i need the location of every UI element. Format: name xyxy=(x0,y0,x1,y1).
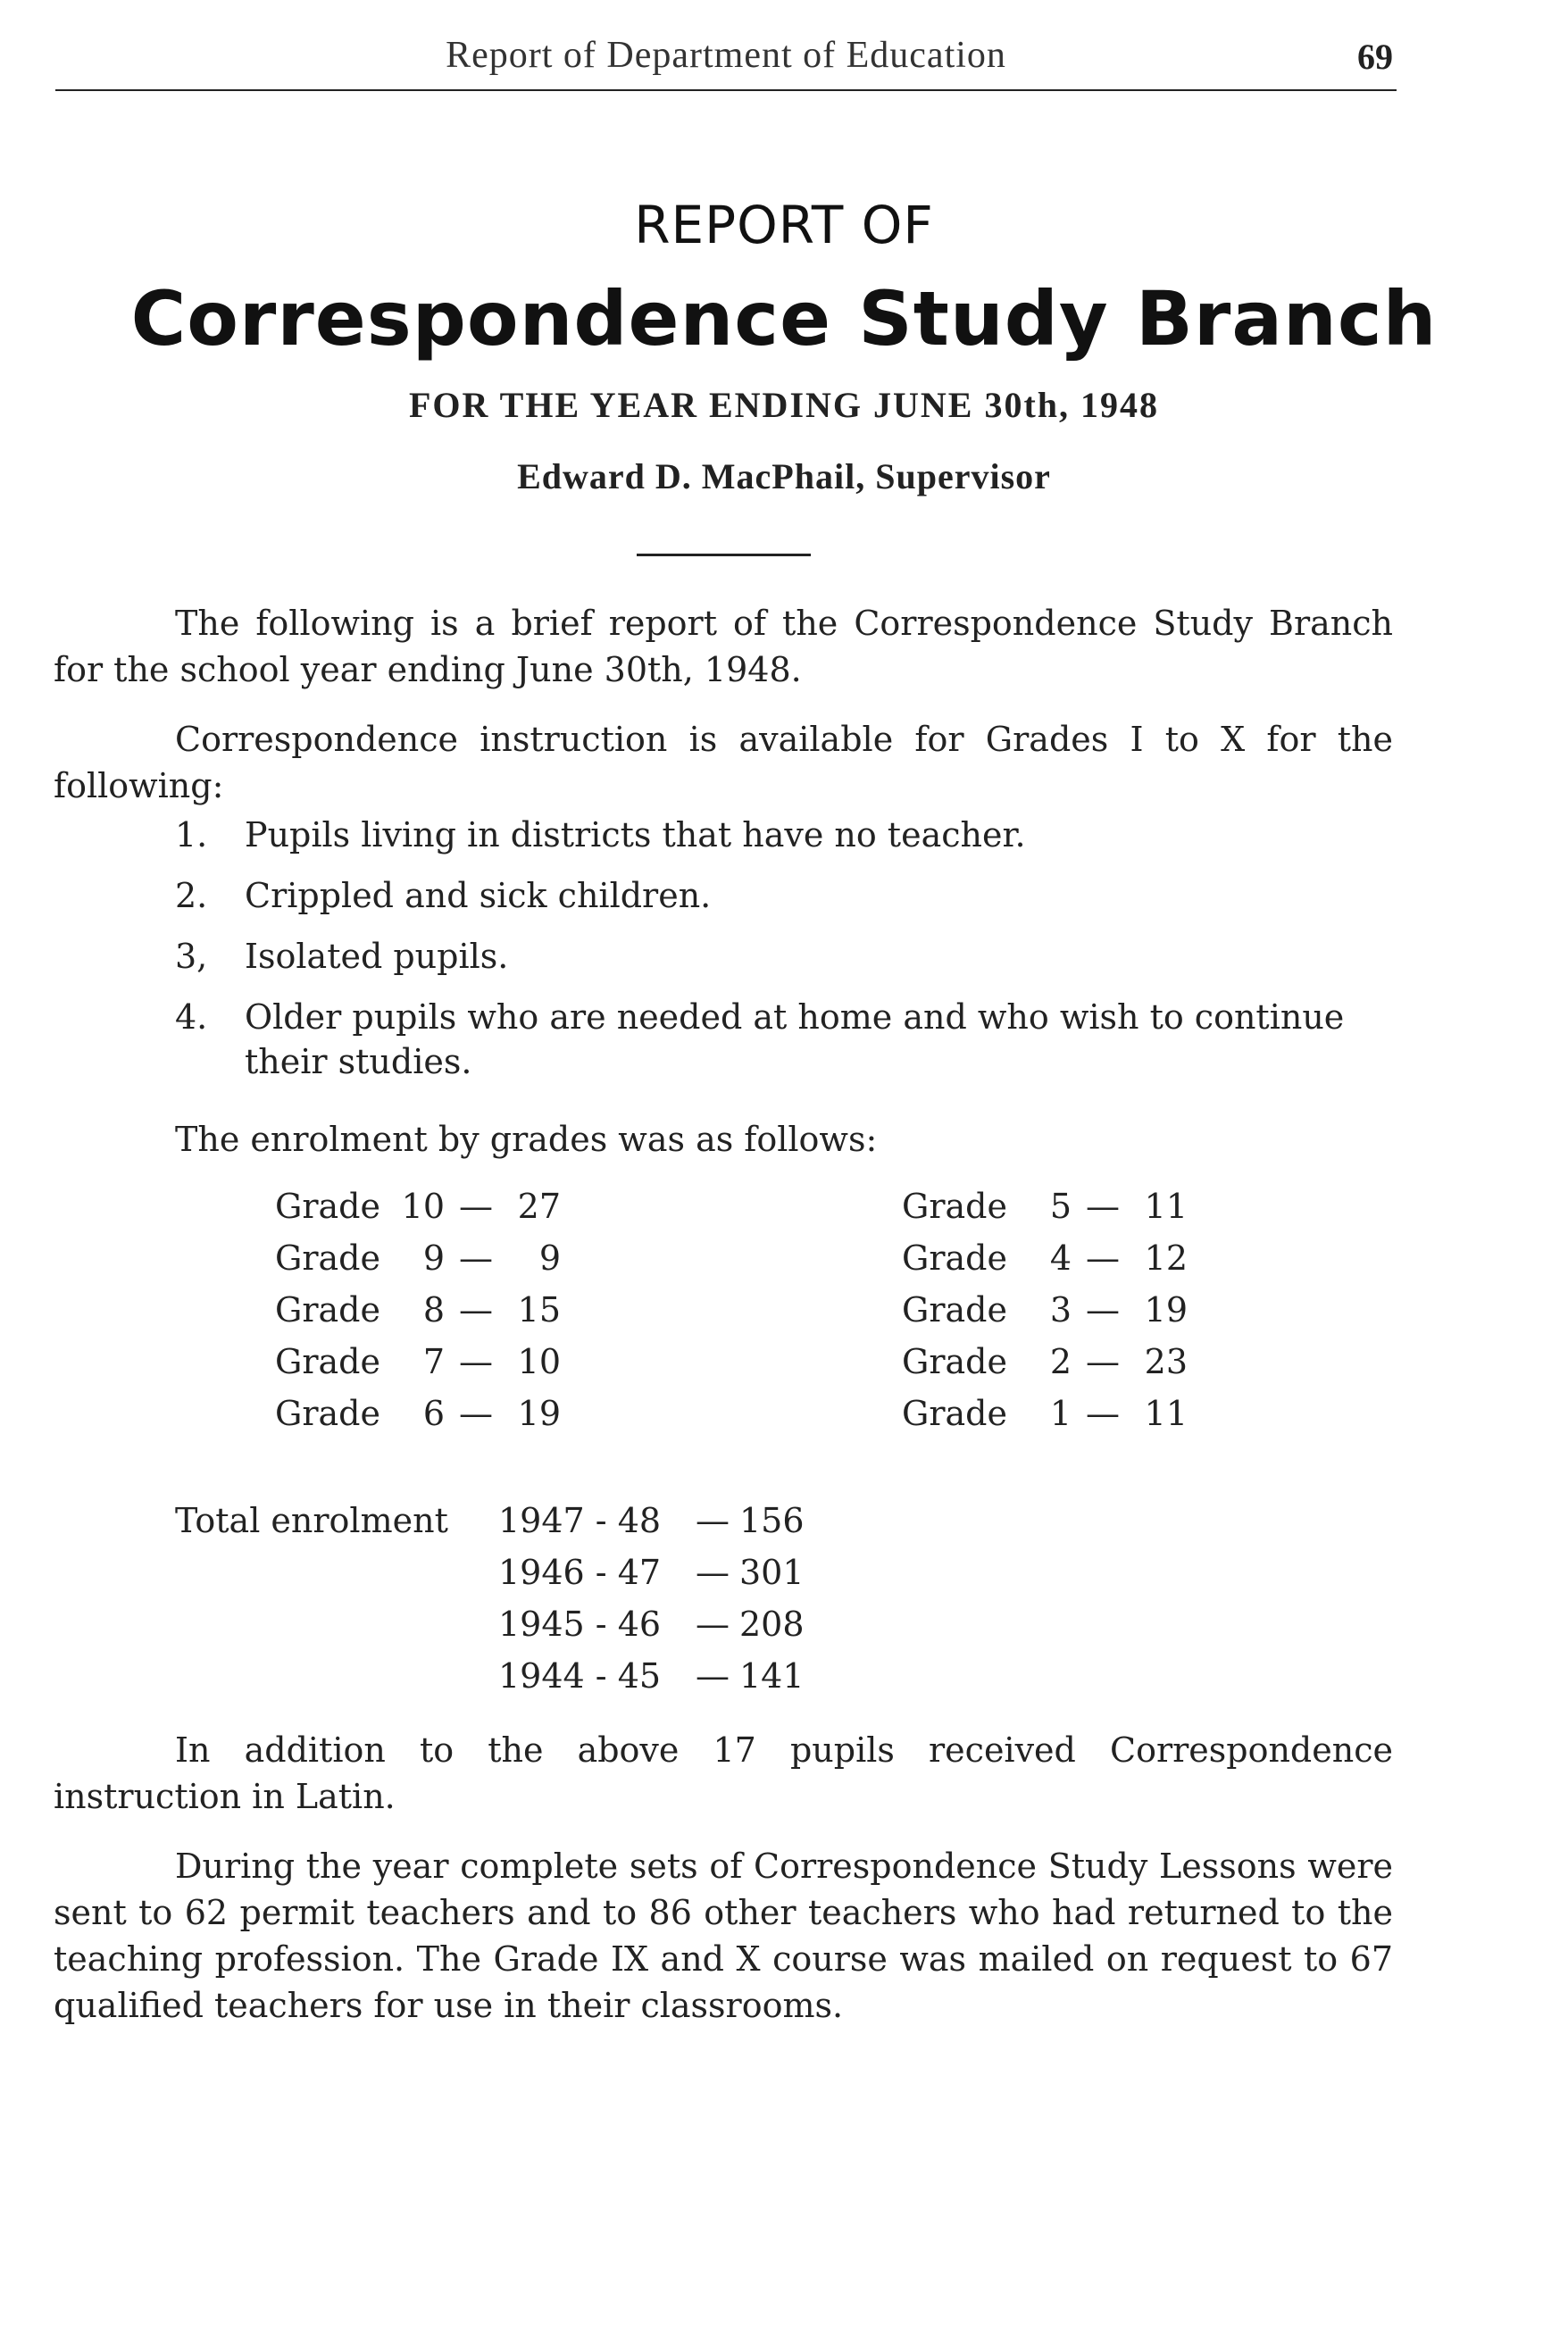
total-count: 141 xyxy=(739,1656,805,1696)
eligibility-list xyxy=(175,813,1393,1084)
grade-number: 6 xyxy=(422,1394,445,1433)
grade-count: 11 xyxy=(1144,1187,1188,1226)
grade-dash: — xyxy=(459,1394,493,1433)
grade-row xyxy=(275,1232,561,1284)
total-year: 1946 - 47 xyxy=(498,1553,662,1592)
running-header xyxy=(55,34,1397,91)
grade-count: 12 xyxy=(1144,1238,1188,1278)
grade-count: 19 xyxy=(1144,1290,1188,1330)
report-of-heading: REPORT OF xyxy=(634,195,934,255)
grade-number: 1 xyxy=(1049,1394,1072,1433)
grade-table-left xyxy=(275,1180,561,1439)
grade-label: Grade xyxy=(902,1290,1007,1330)
grade-row xyxy=(275,1336,561,1388)
lessons-paragraph: During the year complete sets of Correspondence Study Lessons were sent to 62 permit teachers and to 86 other teachers who had returned to the teaching profession. The Grade IX and X course was mailed on request to 67 qualified teachers for use in their classrooms. xyxy=(54,1847,1393,2025)
grade-dash: — xyxy=(1086,1342,1120,1381)
grade-label: Grade xyxy=(902,1342,1007,1381)
list-text: Isolated pupils. xyxy=(245,937,509,976)
total-row xyxy=(498,1495,805,1546)
total-dash: — xyxy=(696,1501,730,1540)
grade-dash: — xyxy=(459,1238,493,1278)
grade-count: 27 xyxy=(517,1187,561,1226)
list-item xyxy=(175,873,1393,918)
total-year: 1944 - 45 xyxy=(498,1656,662,1696)
supervisor-line: Edward D. MacPhail, Supervisor xyxy=(517,456,1051,496)
grade-table-right xyxy=(902,1180,1188,1439)
grade-number: 4 xyxy=(1049,1238,1072,1278)
total-year: 1945 - 46 xyxy=(498,1605,662,1644)
latin-paragraph: In addition to the above 17 pupils received Correspondence instruction in Latin. xyxy=(54,1730,1393,1816)
grade-label: Grade xyxy=(902,1187,1007,1226)
total-dash: — xyxy=(696,1605,730,1644)
availability-paragraph: Correspondence instruction is available for Grades I to X for the following: xyxy=(54,720,1393,805)
grade-row xyxy=(275,1284,561,1336)
grade-count: 15 xyxy=(517,1290,561,1330)
total-row xyxy=(498,1546,805,1598)
grade-dash: — xyxy=(459,1290,493,1330)
list-text: Pupils living in districts that have no teacher. xyxy=(245,815,1026,855)
grade-number: 2 xyxy=(1049,1342,1072,1381)
total-count: 301 xyxy=(739,1553,805,1592)
grade-dash: — xyxy=(1086,1187,1120,1226)
total-enrolment-table xyxy=(498,1495,805,1702)
grade-label: Grade xyxy=(902,1394,1007,1433)
grade-dash: — xyxy=(1086,1290,1120,1330)
year-line: FOR THE YEAR ENDING JUNE 30th, 1948 xyxy=(408,385,1160,425)
branch-title: Correspondence Study Branch xyxy=(130,275,1438,363)
grade-count: 23 xyxy=(1144,1342,1188,1381)
list-text: Crippled and sick children. xyxy=(245,876,712,915)
grade-count: 11 xyxy=(1144,1394,1188,1433)
total-count: 208 xyxy=(739,1605,805,1644)
grade-row xyxy=(902,1284,1188,1336)
list-number: 1. xyxy=(175,815,208,855)
total-year: 1947 - 48 xyxy=(498,1501,662,1540)
list-item xyxy=(175,995,1393,1084)
total-row xyxy=(498,1598,805,1650)
intro-paragraph: The following is a brief report of the Correspondence Study Branch for the school year ending June 30th, 1948. xyxy=(54,604,1393,689)
grade-number: 5 xyxy=(1049,1187,1072,1226)
grade-label: Grade xyxy=(902,1238,1007,1278)
grade-number: 8 xyxy=(422,1290,445,1330)
total-enrolment-label: Total enrolment xyxy=(175,1501,448,1540)
total-dash: — xyxy=(696,1656,730,1696)
grade-row xyxy=(275,1180,561,1232)
grade-count: 10 xyxy=(517,1342,561,1381)
grade-label: Grade xyxy=(275,1342,380,1381)
grade-dash: — xyxy=(1086,1238,1120,1278)
enrolment-intro: The enrolment by grades was as follows: xyxy=(175,1120,878,1159)
list-item xyxy=(175,934,1393,979)
grade-count: 19 xyxy=(517,1394,561,1433)
grade-label: Grade xyxy=(275,1394,380,1433)
running-title: Report of Department of Education xyxy=(446,35,1006,76)
list-number: 2. xyxy=(175,876,208,915)
grade-row xyxy=(902,1232,1188,1284)
grade-label: Grade xyxy=(275,1290,380,1330)
list-number: 3, xyxy=(175,937,208,976)
grade-number: 10 xyxy=(401,1187,445,1226)
list-number: 4. xyxy=(175,997,208,1037)
total-row xyxy=(498,1650,805,1702)
grade-number: 3 xyxy=(1049,1290,1072,1330)
list-text: Older pupils who are needed at home and who wish to continue their studies. xyxy=(245,997,1345,1081)
page-number: 69 xyxy=(1357,37,1393,77)
title-divider xyxy=(637,554,811,556)
grade-count: 9 xyxy=(538,1238,561,1278)
grade-label: Grade xyxy=(275,1238,380,1278)
grade-row xyxy=(275,1388,561,1439)
grade-dash: — xyxy=(459,1342,493,1381)
grade-row xyxy=(902,1388,1188,1439)
grade-row xyxy=(902,1336,1188,1388)
total-count: 156 xyxy=(739,1501,805,1540)
grade-number: 7 xyxy=(422,1342,445,1381)
total-dash: — xyxy=(696,1553,730,1592)
grade-dash: — xyxy=(1086,1394,1120,1433)
list-item xyxy=(175,813,1393,857)
grade-label: Grade xyxy=(275,1187,380,1226)
grade-row xyxy=(902,1180,1188,1232)
grade-dash: — xyxy=(459,1187,493,1226)
grade-number: 9 xyxy=(422,1238,445,1278)
